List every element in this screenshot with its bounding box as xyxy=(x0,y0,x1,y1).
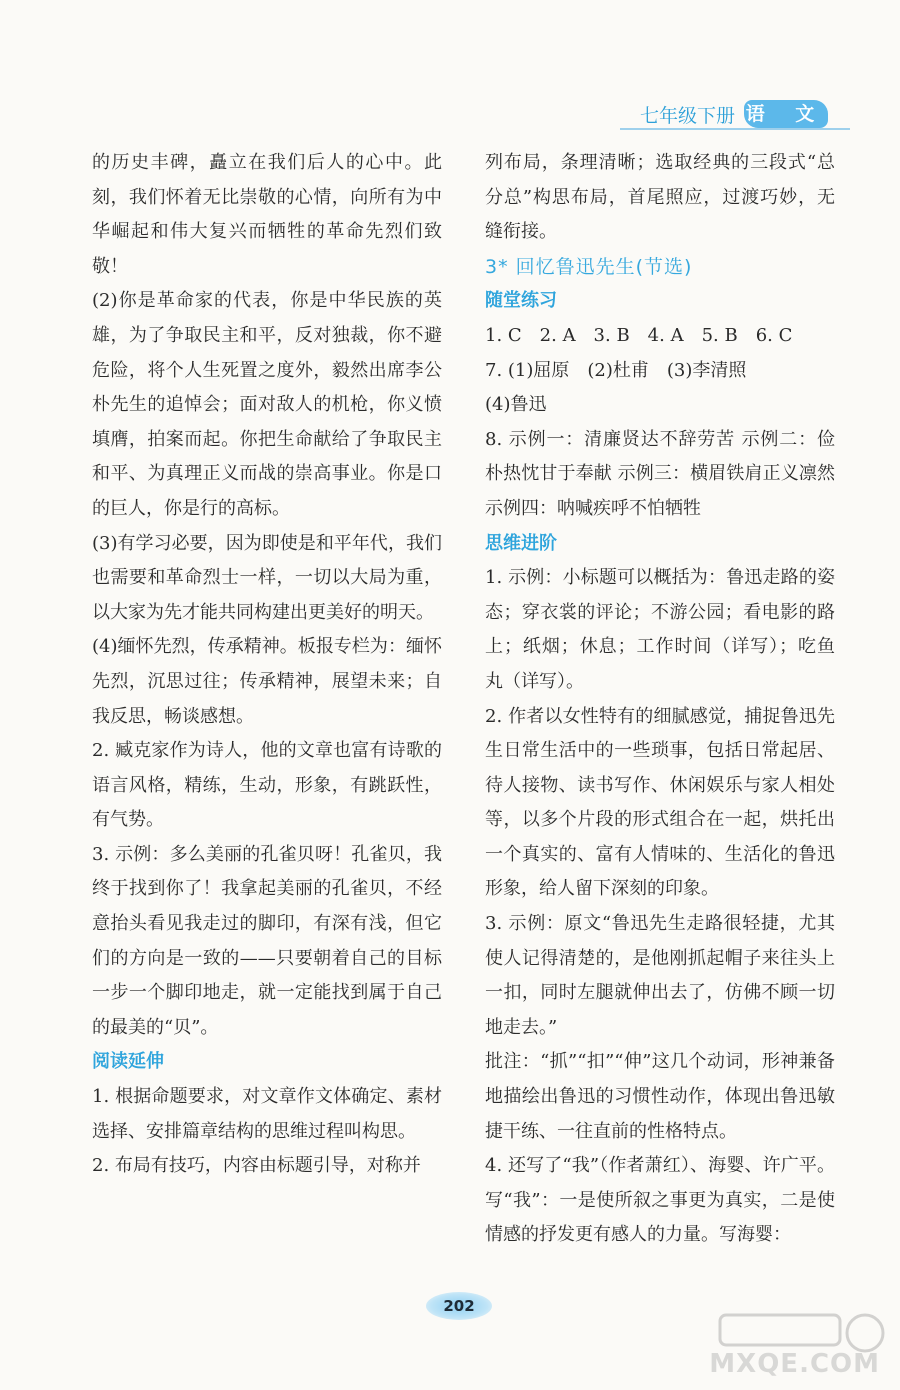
paragraph: 2. 作者以女性特有的细腻感觉，捕捉鲁迅先生日常生活中的一些琐事，包括日常起居、待人接物、读书写作、休闲娱乐与家人相处等，以多个片段的形式组合在一起，烘托出一个真实的、富有人情味的、生活化的鲁迅形象，给人留下深刻的印象。 xyxy=(485,705,835,900)
paragraph: (2)你是革命家的代表，你是中华民族的英雄，为了争取民主和平，反对独裁，你不避危险，将个人生死置之度外，毅然出席李公朴先生的追悼会；面对敌人的机枪，你义愤填膺，拍案而起。你把生命献给了争取民主和平、为真理正义而战的崇高事业。你是口的巨人，你是行的高标。 xyxy=(92,290,442,519)
paragraph: 1. 根据命题要求，对文章作文体确定、素材选择、安排篇章结构的思维过程叫构思。 xyxy=(92,1086,442,1142)
paragraph: 4. 还写了“我”（作者萧红）、海婴、许广平。写“我”：一是使所叙之事更为真实，二是使情感的抒发更有感人的力量。写海婴： xyxy=(485,1155,835,1246)
paragraph: 批注：“抓”“扣”“伸”这几个动词，形神兼备地描绘出鲁迅的习惯性动作，体现出鲁迅敏捷干练、一往直前的性格特点。 xyxy=(485,1051,835,1142)
answer-line: 1. C 2. A 3. B 4. A 5. B 6. C xyxy=(485,324,793,346)
answer-line: 8. 示例一：清廉贤达不辞劳苦 示例二：俭朴热忱甘于奉献 示例三：横眉铁肩正义凛然 示例四：呐喊疾呼不怕牺牲 xyxy=(485,428,853,519)
answer-line: (4)鲁迅 xyxy=(485,394,547,416)
grade-label: 七年级下册 xyxy=(640,105,736,127)
header-rule xyxy=(620,128,850,130)
lesson-title: 3* 回忆鲁迅先生(节选) xyxy=(485,255,693,278)
paragraph: 的历史丰碑，矗立在我们后人的心中。此刻，我们怀着无比崇敬的心情，向所有为中华崛起和伟大复兴而牺牲的革命先烈们致敬！ xyxy=(92,152,442,277)
watermark-text: MXQE.COM xyxy=(709,1349,880,1379)
left-column xyxy=(92,146,442,1184)
answer-line: 7. (1)屈原 (2)杜甫 (3)李清照 xyxy=(485,359,747,381)
watermark-logo xyxy=(700,1305,890,1385)
paragraph: 列布局，条理清晰；选取经典的三段式“总分总”构思布局，首尾照应，过渡巧妙，无缝衔接。 xyxy=(485,152,835,243)
section-title-practice: 随堂练习 xyxy=(485,290,557,312)
paragraph: 3. 示例：原文“鲁迅先生走路很轻捷，尤其使人记得清楚的，是他刚抓起帽子来往头上一扣，同时左腿就伸出去了，仿佛不顾一切地走去。” xyxy=(485,913,835,1038)
paragraph: 2. 布局有技巧，内容由标题引导，对称并 xyxy=(92,1155,421,1177)
paragraph: (3)有学习必要，因为即使是和平年代，我们也需要和革命烈士一样，一切以大局为重，以大家为先才能共同构建出更美好的明天。 xyxy=(92,532,442,623)
page-number: 202 xyxy=(426,1292,492,1320)
section-title-reading: 阅读延伸 xyxy=(92,1051,164,1073)
section-title-advance: 思维进阶 xyxy=(485,532,557,554)
paragraph: 2. 臧克家作为诗人，他的文章也富有诗歌的语言风格，精练，生动，形象，有跳跃性，有气势。 xyxy=(92,740,442,831)
right-column xyxy=(485,146,853,1253)
paragraph: 1. 示例：小标题可以概括为：鲁迅走路的姿态；穿衣裳的评论；不游公园；看电影的路上；纸烟；休息；工作时间（详写）；吃鱼丸（详写）。 xyxy=(485,567,835,692)
subject-badge: 语 文 xyxy=(744,100,828,128)
paragraph: (4)缅怀先烈，传承精神。板报专栏为：缅怀先烈，沉思过往；传承精神，展望未来；自我反思，畅谈感想。 xyxy=(92,636,442,727)
paragraph: 3. 示例：多么美丽的孔雀贝呀！孔雀贝，我终于找到你了！我拿起美丽的孔雀贝，不经意抬头看见我走过的脚印，有深有浅，但它们的方向是一致的——只要朝着自己的目标一步一个脚印地走，就一定能找到属于自己的最美的“贝”。 xyxy=(92,843,442,1038)
